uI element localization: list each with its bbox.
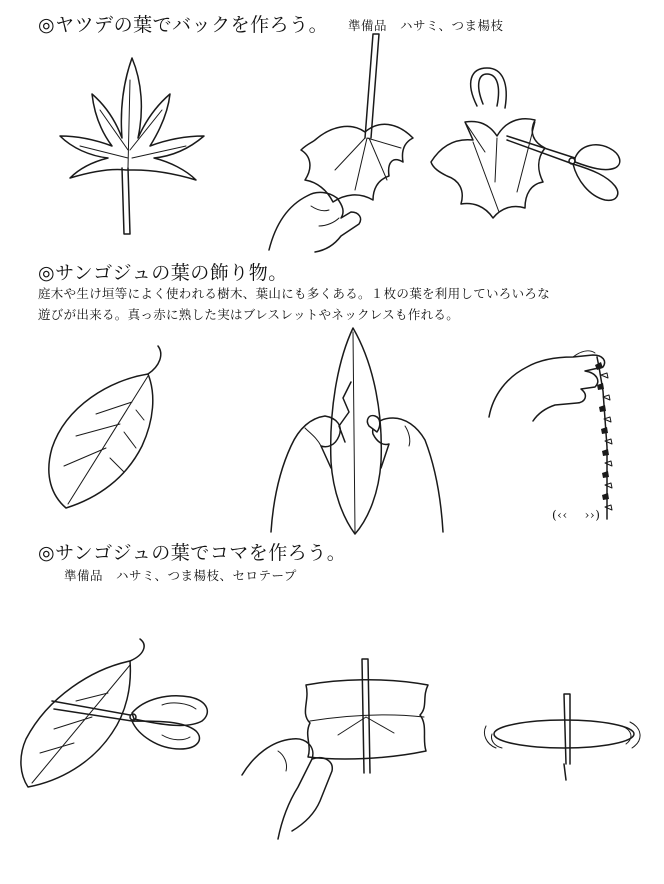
section1-title: ◎ヤツデの葉でバックを作ろう。: [38, 14, 329, 36]
section2-title: ◎サンゴジュの葉の飾り物。: [38, 262, 288, 284]
motion-marks: (‹‹ ››): [552, 508, 601, 522]
section3-title: ◎サンゴジュの葉でコマを作ろう。: [38, 542, 347, 564]
section3-materials: 準備品 ハサミ、つま楊枝、セロテープ: [64, 568, 297, 583]
leaf-chain-hand-icon: [485, 325, 645, 525]
palmate-leaf-icon: [50, 50, 230, 240]
leaf-bag-scissors-icon: [425, 62, 640, 247]
scissors-cutting-leaf-icon: [12, 635, 217, 795]
spinning-top-icon: [482, 690, 647, 785]
section1-materials: 準備品 ハサミ、つま楊枝: [348, 18, 504, 33]
section2-description-line1: 庭木や生け垣等によく使われる樹木、葉山にも多くある。１枚の葉を利用していろいろな: [38, 286, 551, 301]
oval-leaf-icon: [40, 340, 175, 515]
hand-pinching-leaf-icon: [255, 30, 425, 255]
hand-toothpick-leaf-icon: [238, 655, 438, 875]
hands-tearing-leaf-icon: [265, 322, 450, 542]
section2-description-line2: 遊びが出来る。真っ赤に熟した実はブレスレットやネックレスも作れる。: [38, 307, 460, 322]
